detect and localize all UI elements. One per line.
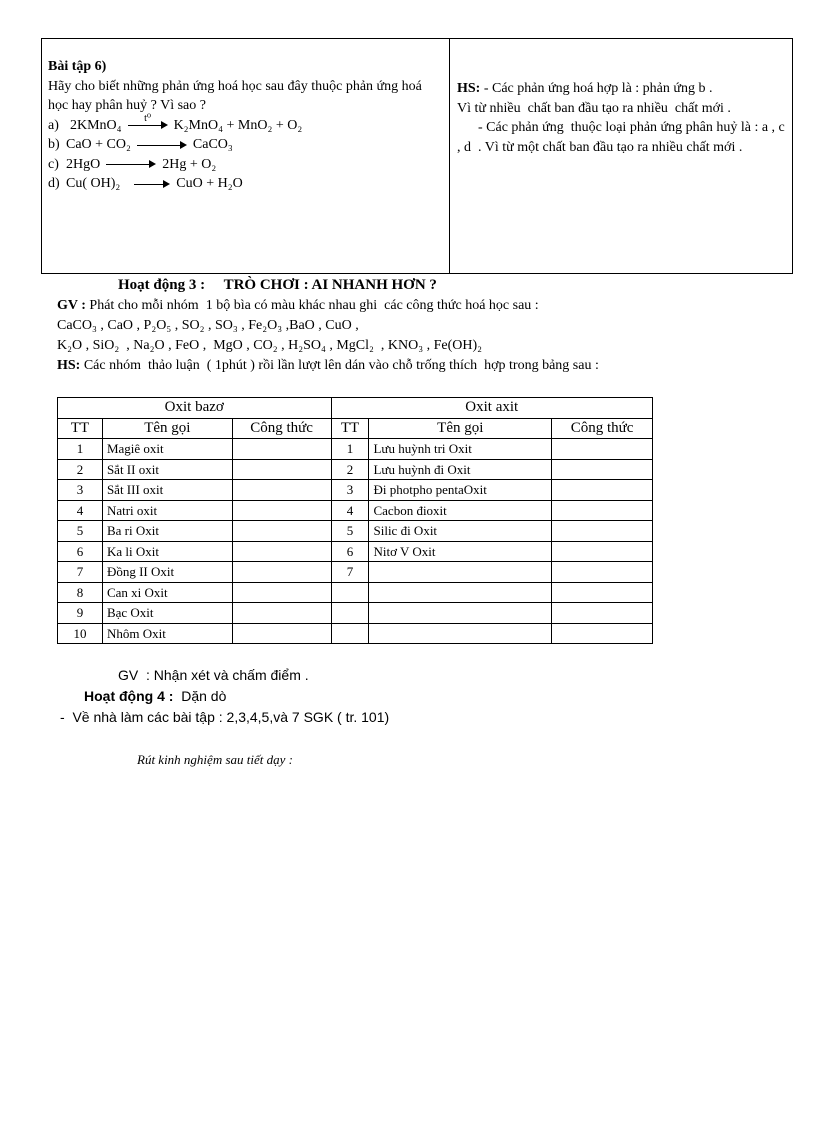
answer-cell xyxy=(457,79,787,157)
activity3-gv-label: GV : xyxy=(57,298,86,313)
table-row xyxy=(58,521,653,542)
row-tt-left: 10 xyxy=(58,623,103,644)
table-row xyxy=(58,500,653,521)
answer-line-2: Vì từ nhiều chất ban đầu tạo ra nhiều chất mới . xyxy=(457,100,731,116)
row-name-left: Natri oxit xyxy=(102,500,232,521)
row-tt-right: 1 xyxy=(331,439,369,460)
row-tt-left: 9 xyxy=(58,603,103,624)
row-tt-right: 2 xyxy=(331,459,369,480)
row-name-right: Lưu huỳnh tri Oxit xyxy=(369,439,552,460)
col-tt-right: TT xyxy=(331,418,369,439)
equation-a-condition: t⁰ xyxy=(144,113,151,125)
formula-list-line-2: K₂O , SiO₂ , Na₂O , FeO , MgO , CO₂ , H₂SO₄ , MgCl₂ , KNO₃ , Fe(OH)₂ xyxy=(57,338,483,353)
row-formula-left xyxy=(232,541,331,562)
row-name-right: Silic đi Oxit xyxy=(369,521,552,542)
row-name-right xyxy=(369,582,552,603)
row-name-left: Bạc Oxit xyxy=(102,603,232,624)
equation-c-reactants: 2HgO xyxy=(66,156,101,172)
activity4-text: Dặn dò xyxy=(173,688,227,704)
row-formula-right xyxy=(552,459,653,480)
equation-b-reactants: CaO + CO₂ xyxy=(66,137,131,152)
row-tt-left: 4 xyxy=(58,500,103,521)
homework-line: - Về nhà làm các bài tập : 2,3,4,5,và 7 SGK ( tr. 101) xyxy=(60,709,390,725)
row-formula-left xyxy=(232,500,331,521)
row-name-right xyxy=(369,603,552,624)
activity3-gv-text: Phát cho mỗi nhóm 1 bộ bìa có màu khác nhau ghi các công thức hoá học sau : xyxy=(85,298,539,313)
group-acidic-oxide: Oxit axit xyxy=(331,398,652,419)
row-tt-right: 4 xyxy=(331,500,369,521)
equation-a-label: a) xyxy=(48,117,59,133)
row-formula-right xyxy=(552,582,653,603)
equation-c-products: 2Hg + O₂ xyxy=(162,156,217,172)
row-formula-left xyxy=(232,603,331,624)
equation-b xyxy=(48,135,443,155)
arrow-icon xyxy=(106,159,156,169)
formula-list-line-1: CaCO₃ , CaO , P₂O₅ , SO₂ , SO₃ , Fe₂O₃ ,BaO , CuO , xyxy=(57,318,359,333)
exercise-box xyxy=(41,38,793,274)
answer-line-1: - Các phản ứng hoá hợp là : phản ứng b . xyxy=(480,81,713,96)
answer-line-3: - Các phản ứng thuộc loại phản ứng phân huỷ là : a , c , d . Vì từ một chất ban đầu tạo ra nhiều chất mới . xyxy=(457,120,789,155)
row-name-left: Sắt III oxit xyxy=(102,480,232,501)
table-row xyxy=(58,562,653,583)
arrow-icon xyxy=(134,179,170,189)
row-tt-left: 8 xyxy=(58,582,103,603)
row-name-right: Nitơ V Oxit xyxy=(369,541,552,562)
row-formula-right xyxy=(552,562,653,583)
row-tt-right xyxy=(331,582,369,603)
row-formula-left xyxy=(232,521,331,542)
row-name-right xyxy=(369,562,552,583)
row-tt-left: 3 xyxy=(58,480,103,501)
row-name-left: Magiê oxit xyxy=(102,439,232,460)
activity3-hs-text: Các nhóm thảo luận ( 1phút ) rồi lần lượt lên dán vào chỗ trống thích hợp trong bảng sau : xyxy=(80,358,599,373)
col-formula-right: Công thức xyxy=(552,418,653,439)
equation-c-label: c) xyxy=(48,156,59,172)
table-row xyxy=(58,439,653,460)
row-formula-left xyxy=(232,459,331,480)
equation-a-products: K₂MnO₄ + MnO₂ + O₂ xyxy=(173,117,303,133)
row-tt-left: 5 xyxy=(58,521,103,542)
row-name-right: Đi photpho pentaOxit xyxy=(369,480,552,501)
row-name-right xyxy=(369,623,552,644)
col-name-right: Tên gọi xyxy=(369,418,552,439)
equation-a-reactants: 2KMnO₄ xyxy=(70,117,122,133)
row-formula-left xyxy=(232,562,331,583)
row-formula-right xyxy=(552,623,653,644)
activity3-hs-label: HS: xyxy=(57,358,81,373)
equation-c xyxy=(48,155,443,175)
row-tt-right xyxy=(331,623,369,644)
equation-b-label: b) xyxy=(48,137,60,152)
exercise-question: Hãy cho biết những phản ứng hoá học sau đây thuộc phản ứng hoá học hay phân huỷ ? Vì sao ? xyxy=(48,78,422,113)
oxide-table xyxy=(57,397,653,644)
table-column-header xyxy=(58,418,653,439)
gv-comment: GV : Nhận xét và chấm điểm . xyxy=(118,667,309,683)
table-row xyxy=(58,459,653,480)
row-name-left: Sắt II oxit xyxy=(102,459,232,480)
exercise-title: Bài tập 6) xyxy=(48,59,107,74)
table-row xyxy=(58,582,653,603)
row-name-right: Cacbon đioxit xyxy=(369,500,552,521)
row-tt-left: 2 xyxy=(58,459,103,480)
row-formula-left xyxy=(232,582,331,603)
equation-d-label: d) xyxy=(48,176,60,191)
row-formula-right xyxy=(552,603,653,624)
answer-hs-label: HS: xyxy=(457,81,481,96)
table-group-header xyxy=(58,398,653,419)
row-formula-left xyxy=(232,439,331,460)
row-name-right: Lưu huỳnh đi Oxit xyxy=(369,459,552,480)
row-formula-right xyxy=(552,521,653,542)
equation-a xyxy=(48,113,443,136)
activity3-heading: Hoạt động 3 : TRÒ CHƠI : AI NHANH HƠN ? xyxy=(118,277,437,293)
reflection-heading: Rút kinh nghiệm sau tiết dạy : xyxy=(137,752,293,767)
arrow-icon xyxy=(137,140,187,150)
equation-d xyxy=(48,174,443,194)
row-name-left: Can xi Oxit xyxy=(102,582,232,603)
row-formula-right xyxy=(552,500,653,521)
row-tt-right xyxy=(331,603,369,624)
table-row xyxy=(58,623,653,644)
row-tt-right: 5 xyxy=(331,521,369,542)
table-row xyxy=(58,603,653,624)
equation-b-products: CaCO₃ xyxy=(192,137,233,152)
row-tt-left: 1 xyxy=(58,439,103,460)
row-tt-right: 3 xyxy=(331,480,369,501)
row-name-left: Ka li Oxit xyxy=(102,541,232,562)
activity4-label: Hoạt động 4 : xyxy=(84,688,174,704)
equation-d-reactants: Cu( OH)₂ xyxy=(66,176,121,191)
row-formula-right xyxy=(552,541,653,562)
row-name-left: Đồng II Oxit xyxy=(102,562,232,583)
row-name-left: Nhôm Oxit xyxy=(102,623,232,644)
row-tt-right: 7 xyxy=(331,562,369,583)
row-tt-left: 7 xyxy=(58,562,103,583)
row-formula-right xyxy=(552,480,653,501)
col-name-left: Tên gọi xyxy=(102,418,232,439)
row-formula-left xyxy=(232,480,331,501)
group-basic-oxide: Oxit bazơ xyxy=(58,398,332,419)
table-row xyxy=(58,480,653,501)
equation-d-products: CuO + H₂O xyxy=(176,176,243,191)
column-divider xyxy=(449,39,450,273)
arrow-icon xyxy=(128,113,168,130)
exercise-question-cell xyxy=(48,57,443,194)
row-formula-right xyxy=(552,439,653,460)
row-tt-left: 6 xyxy=(58,541,103,562)
col-formula-left: Công thức xyxy=(232,418,331,439)
row-formula-left xyxy=(232,623,331,644)
table-row xyxy=(58,541,653,562)
row-tt-right: 6 xyxy=(331,541,369,562)
row-name-left: Ba ri Oxit xyxy=(102,521,232,542)
col-tt-left: TT xyxy=(58,418,103,439)
